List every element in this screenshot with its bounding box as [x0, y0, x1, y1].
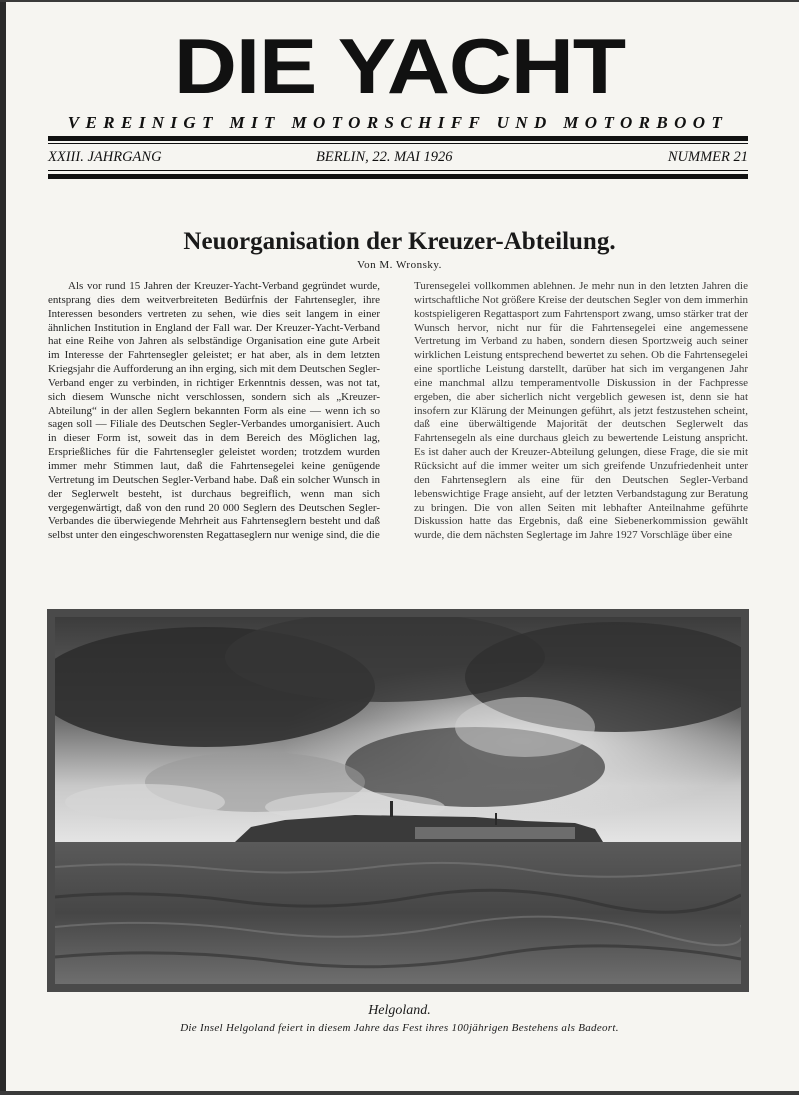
page-edge-top — [0, 0, 799, 2]
article-author: Von M. Wronsky. — [357, 259, 442, 271]
article-title: Neuorganisation der Kreuzer-Abteilung. — [183, 228, 616, 255]
helgoland-photo-image — [55, 617, 741, 984]
masthead-rule — [48, 136, 748, 141]
article-column-left: Als vor rund 15 Jahren der Kreuzer-Yacht-Verband gegründet wurde, entsprang dies dem weitverbreiteten Bedürfnis der Fahrtensegler, ihre Interessen besonders vertreten zu sehen, wie dies seit langem in einer ähnlichen Institution in England der Fall war. Der Kreuzer-Yacht-Verband hat eine Reihe von Jahren als selbständige Organisation eine gute Arbeit im Interesse der Fahrtensegler geleistet; er hat aber, als in dem letzten Kriegsjahr die Aufforderung an ihn erging, sich mit dem Deutschen Segler-Verband enger zu verbinden, in richtiger Erkenntnis dessen, was not tat, sich diesem Wunsche nicht verschlossen, sondern sich als „Kreuzer-Abteilung“ in der allen Seglern bekannten Form als eine — wenn ich so sagen soll — Filiale des Deutschen Segler-Verbandes umorganisiert. Auch in dieser Form ist, soweit das in dem Bereich des Möglichen lag, Ersprießliches für die Fahrtensegler geleistet worden; trotzdem wurden immer mehr Stimmen laut, daß die Fahrtensegelei keine genügende Vertretung im Deutschen Segler-Verband habe. Daß ein solcher Wunsch in der Seglerwelt besteht, ist durchaus begreiflich, wenn man sich vergegenwärtigt, daß von den rund 20 000 Seglern des Deutschen Segler-Verbandes die überwiegende Mehrheit aus Fahrtenseglern besteht und daß selbst unter den eingeschworensten Regattaseglern nur wenige sind, die die — [48, 280, 380, 542]
photo-caption-text: Die Insel Helgoland feiert in diesem Jahre das Fest ihres 100jährigen Bestehens als Badeort. — [180, 1022, 619, 1034]
photo-caption-title: Helgoland. — [368, 1003, 431, 1018]
helgoland-photo — [47, 609, 749, 992]
article-column-right: Turensegelei vollkommen ablehnen. Je mehr nun in den letzten Jahren die wirtschaftliche Not größere Kreise der deutschen Segler von dem immerhin kostspieligeren Regattasport zum Fahrtensport zwang, umso stärker trat der Wunsch hervor, nicht nur für die Fahrtensegelei eine angemessene Vertretung im Verband zu haben, sondern diesen Sportzweig auch seiner wirklichen Leistung entsprechend bewertet zu sehen. Ob die Fahrtensegelei eine sportliche Leistung darstellt, darüber hat sich im vergangenen Jahr eine manchmal allzu temperamentvolle Diskussion in der Fachpresse ergeben, die aber sicherlich nicht vergeblich gewesen ist, denn sie hat insofern zur Klärung der Meinungen geführt, als jetzt festzustehen scheint, daß eine überwältigende Majorität der deutschen Seglerwelt das Fahrtensegeln als eine durchaus gleich zu bewertende Leistung anspricht. Es ist daher auch der Kreuzer-Abteilung gelungen, diese Frage, die sie mit Rücksicht auf die immer weiter um sich greifende Unzufriedenheit unter den Fahrtenseglern als eine für den Deutschen Segler-Verband lebenswichtige Frage ansieht, auf der letzten Verbandstagung zur Beratung zu bringen. Die von allen Seiten mit lebhafter Anteilnahme geführte Diskussion hatte das Ergebnis, daß eine Siebenerkommission gewählt wurde, die dem nächsten Seglertage im Jahre 1927 Vorschläge über eine — [414, 280, 748, 542]
page-edge-bottom — [0, 1091, 799, 1095]
masthead-rule — [48, 170, 748, 171]
page-edge — [0, 0, 6, 1095]
issue-date: BERLIN, 22. MAI 1926 — [316, 149, 453, 165]
issue-line — [48, 146, 748, 168]
masthead-title: DIE YACHT — [173, 22, 626, 110]
masthead-subtitle: VEREINIGT MIT MOTORSCHIFF UND MOTORBOOT — [67, 113, 729, 132]
issue-volume: XXIII. JAHRGANG — [48, 149, 162, 165]
issue-number: NUMMER 21 — [667, 149, 748, 165]
masthead-rule — [48, 174, 748, 179]
masthead-rule — [48, 143, 748, 144]
